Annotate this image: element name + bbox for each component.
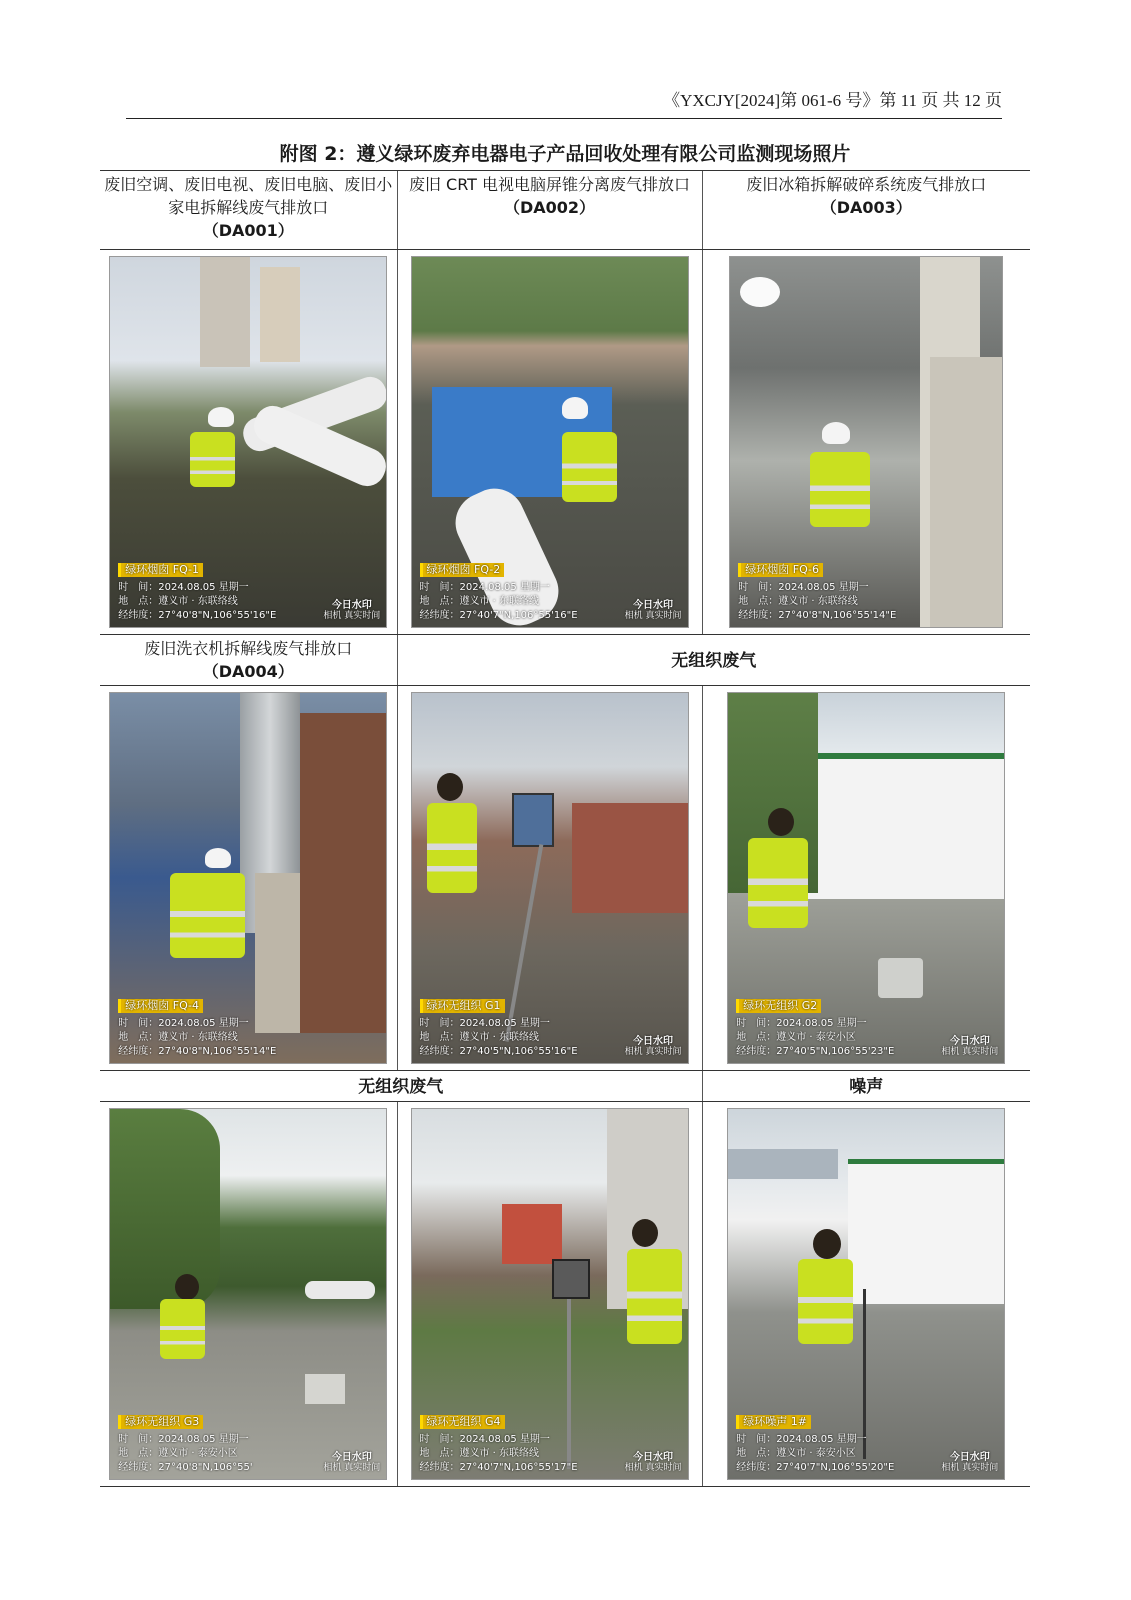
document-reference: 《YXCJY[2024]第 061-6 号》第 11 页 共 12 页 [663,91,1002,110]
photo-watermark: 绿环烟囱 FQ-2 时 间：2024.08.05 星期一 地 点：遵义市 · 东联络线 经纬度：27°40'7"N,106°55'16"E [419,563,578,621]
safety-vest-icon [562,432,617,502]
caption-da003: 废旧冰箱拆解破碎系统废气排放口 （DA003） [746,175,987,217]
watermark-brand: 今日水印 相机 真实时间 [323,1452,381,1473]
photo-table [100,170,1030,1487]
safety-vest-icon [810,452,870,527]
photo-noise-1 [727,1108,1005,1480]
caption-da001: 废旧空调、废旧电视、废旧电脑、废旧小家电拆解线废气排放口 （DA001） [104,175,393,240]
page-title: 附图 2：遵义绿环废弃电器电子产品回收处理有限公司监测现场照片 [279,143,851,165]
photo-da001 [109,256,387,628]
caption-da004: 废旧洗衣机拆解线废气排放口 （DA004） [144,639,353,681]
photo-watermark: 绿环烟囱 FQ-1 时 间：2024.08.05 星期一 地 点：遵义市 · 东联络线 经纬度：27°40'8"N,106°55'16"E [118,563,277,621]
caption-row-1 [100,171,1030,250]
safety-vest-icon [190,432,235,487]
helmet-icon [205,848,231,868]
person-head-icon [632,1219,658,1247]
watermark-brand: 今日水印 相机 真实时间 [624,600,682,621]
photo-da004 [109,692,387,1064]
person-head-icon [437,773,463,801]
photo-g1 [411,692,689,1064]
safety-vest-icon [798,1259,853,1344]
watermark-brand: 今日水印 相机 真实时间 [624,1036,682,1057]
photo-watermark: 绿环烟囱 FQ-6 时 间：2024.08.05 星期一 地 点：遵义市 · 东联络线 经纬度：27°40'8"N,106°55'14"E [738,563,897,621]
safety-vest-icon [160,1299,205,1359]
safety-vest-icon [427,803,477,893]
caption-row-3 [100,1071,1030,1102]
caption-fugitive-gas-2: 无组织废气 [358,1076,444,1097]
photo-watermark: 绿环噪声 1# 时 间：2024.08.05 星期一 地 点：遵义市 · 泰安小区 经纬度：27°40'7"N,106°55'20"E [736,1415,895,1473]
photo-watermark: 绿环无组织 G3 时 间：2024.08.05 星期一 地 点：遵义市 · 泰安小区 经纬度：27°40'8"N,106°55' [118,1415,253,1473]
watermark-brand: 今日水印 相机 真实时间 [941,1036,999,1057]
photo-row-3 [100,1102,1030,1487]
helmet-icon [562,397,588,419]
helmet-icon [208,407,234,427]
document-header [126,90,1002,119]
watermark-brand: 今日水印 相机 真实时间 [323,600,381,621]
safety-vest-icon [627,1249,682,1344]
photo-watermark: 绿环烟囱 FQ-4 时 间：2024.08.05 星期一 地 点：遵义市 · 东联络线 经纬度：27°40'8"N,106°55'14"E [118,999,277,1057]
photo-da003 [729,256,1003,628]
watermark-brand: 今日水印 相机 真实时间 [941,1452,999,1473]
photo-row-2 [100,686,1030,1071]
caption-row-2 [100,635,1030,686]
photo-watermark: 绿环无组织 G2 时 间：2024.08.05 星期一 地 点：遵义市 · 泰安小区 经纬度：27°40'5"N,106°55'23"E [736,999,895,1057]
caption-fugitive-gas: 无组织废气 [671,650,757,671]
photo-da002 [411,256,689,628]
photo-watermark: 绿环无组织 G1 时 间：2024.08.05 星期一 地 点：遵义市 · 东联络线 经纬度：27°40'5"N,106°55'16"E [419,999,578,1057]
photo-g3 [109,1108,387,1480]
caption-da002: 废旧 CRT 电视电脑屏锥分离废气排放口 （DA002） [408,175,691,217]
watermark-brand: 今日水印 相机 真实时间 [624,1452,682,1473]
safety-vest-icon [170,873,245,958]
safety-vest-icon [748,838,808,928]
photo-watermark: 绿环无组织 G4 时 间：2024.08.05 星期一 地 点：遵义市 · 东联络线 经纬度：27°40'7"N,106°55'17"E [419,1415,578,1473]
photo-g4 [411,1108,689,1480]
helmet-icon [822,422,850,444]
caption-noise: 噪声 [849,1076,884,1097]
photo-row-1 [100,250,1030,635]
photo-g2 [727,692,1005,1064]
